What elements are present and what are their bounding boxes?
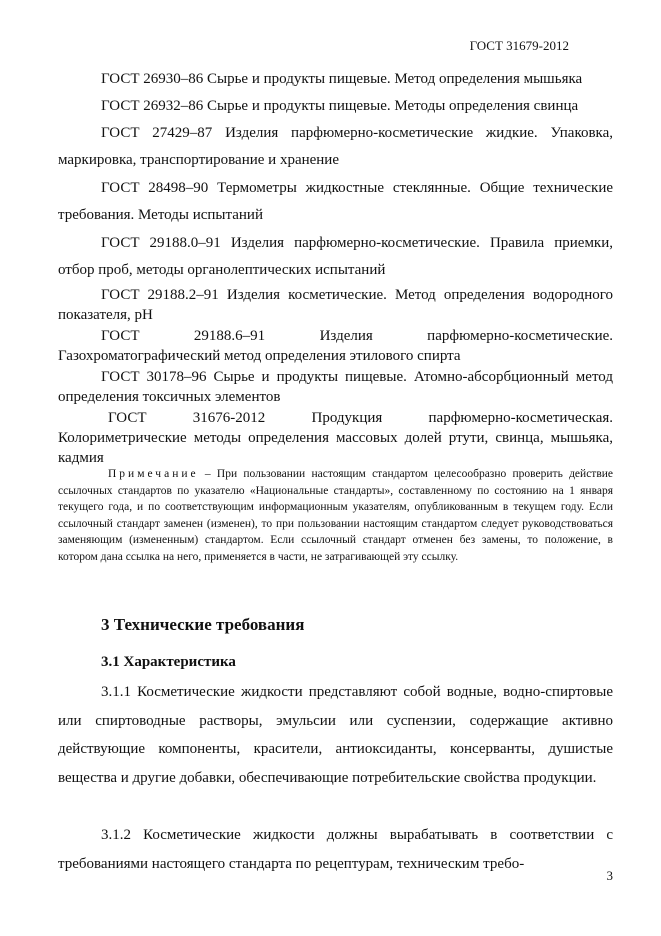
body-paragraph: 3.1.1 Косметические жидкости представляют собой водные, водно-спиртовые или спиртоводные растворы, эмульсии или суспензии, содержащие активно действующие компоненты, красители, антиоксиданты, консерванты, душистые вещества и другие добавки, обеспечивающие потребительские свойства продукции. (58, 684, 613, 786)
reference-item (58, 93, 613, 120)
note-block (58, 466, 613, 565)
reference-text: Сырье и продукты пищевые. Методы определения свинца (206, 98, 579, 114)
reference-code: ГОСТ 26932–86 (101, 98, 204, 114)
reference-text: Изделия парфюмерно-косметические жидкие. Упаковка, маркировка, транспортирование и хранение (58, 125, 614, 168)
reference-code: ГОСТ 29188.0–91 (101, 235, 221, 251)
reference-text: Изделия парфюмерно-косметические. Правила приемки, отбор проб, методы органолептических испытаний (58, 235, 613, 278)
reference-code: ГОСТ 30178–96 (101, 369, 207, 385)
reference-item (58, 285, 613, 325)
note-label: Примечание (108, 468, 199, 480)
reference-text: Продукция парфюмерно-косметическая. Колориметрические методы определения массовых долей ртути, свинца, мышьяка, кадмия (58, 410, 614, 466)
reference-item (58, 66, 613, 93)
reference-item (58, 120, 613, 174)
reference-code: ГОСТ 27429–87 (101, 125, 213, 141)
reference-item (58, 367, 613, 407)
reference-item (58, 230, 613, 284)
reference-text: Изделия парфюмерно-косметические. Газохроматографический метод определения этилового спирта (58, 328, 614, 364)
reference-code: ГОСТ 28498–90 (101, 180, 209, 196)
subsection-heading: 3.1 Характеристика (101, 654, 236, 670)
section-heading: 3 Технические требования (101, 615, 305, 634)
reference-item (58, 408, 613, 468)
note-text: – При пользовании настоящим стандартом целесообразно проверить действие ссылочных стандартов по указателю «Национальные стандарты», составленному по состоянию на 1 января текущего года, и по соответствующим информационным указателям, опубликованным в текущем году. Если ссылочный стандарт заменен (изменен), то при пользовании настоящим стандартом следует руководствоваться заменяющим (измененным) стандартом. Если ссылочный стандарт отменен без замены, то положение, в котором дана ссылка на него, применяется в части, не затрагивающей эту ссылку. (58, 468, 614, 563)
reference-text: Сырье и продукты пищевые. Метод определения мышьяка (206, 71, 583, 87)
reference-code: ГОСТ 31676-2012 (108, 410, 266, 426)
reference-code: ГОСТ 29188.6–91 (101, 328, 266, 344)
reference-item (58, 175, 613, 229)
reference-text: Термометры жидкостные стеклянные. Общие технические требования. Методы испытаний (58, 180, 614, 223)
body-paragraph: 3.1.2 Косметические жидкости должны вырабатывать в соответствии с требованиями настоящего стандарта по рецептурам, техническим требо- (58, 827, 613, 872)
reference-item (58, 326, 613, 366)
reference-code: ГОСТ 26930–86 (101, 71, 204, 87)
page-number: 3 (606, 868, 613, 883)
reference-code: ГОСТ 29188.2–91 (101, 287, 219, 303)
document-header: ГОСТ 31679-2012 (469, 38, 569, 53)
reference-text: Сырье и продукты пищевые. Атомно-абсорбционный метод определения токсичных элементов (58, 369, 614, 405)
reference-text: Изделия косметические. Метод определения водородного показателя, рН (58, 287, 614, 323)
